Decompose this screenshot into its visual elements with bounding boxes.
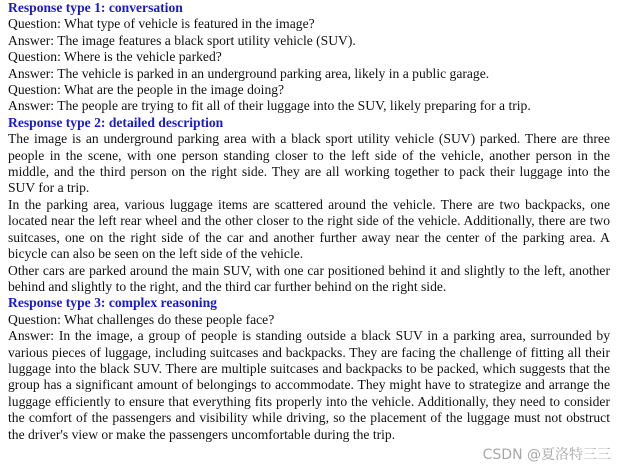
detailed-paragraph: Other cars are parked around the main SUV, with one car positioned behind it and slightly to the left, another behind and slightly to the right, and the third car further behind on the right side.: [8, 262, 610, 294]
section-conversation: [8, 0, 610, 115]
reasoning-question: Question: What challenges do these people face?: [8, 311, 275, 327]
conversation-line: Question: What are the people in the image doing?: [8, 82, 285, 98]
conversation-line: Answer: The people are trying to fit all of their luggage into the SUV, likely preparing for a trip.: [8, 98, 531, 114]
section-title-reasoning: Response type 3: complex reasoning: [8, 295, 217, 311]
section-title-conversation: Response type 1: conversation: [8, 0, 183, 15]
section-detailed-description: [8, 115, 610, 295]
reasoning-answer: Answer: In the image, a group of people is standing outside a black SUV in a parking area, surrounded by various pieces of luggage, including suitcases and backpacks. They are facing the challenge of fitting all their luggage into the black SUV. There are multiple suitcases and backpacks to be packed, which suggests that the group has a significant amount of belongings to accommodate. They might have to strategize and arrange the luggage efficiently to ensure that everything fits properly into the vehicle. Additionally, they need to consider the comfort of the passengers and visibility while driving, so the placement of the luggage must not obstruct the driver's view or make the passengers uncomfortable during the trip.: [8, 328, 610, 442]
document: [8, 0, 610, 443]
watermark: CSDN @夏洛特三三: [482, 447, 611, 463]
section-title-detailed: Response type 2: detailed description: [8, 114, 224, 130]
detailed-paragraph: The image is an underground parking area with a black sport utility vehicle (SUV) parked. There are three people in the scene, with one person standing closer to the left side of the vehicle, another person in the middle, and the third person on the right side. They are all working together to pack their luggage into the SUV for a trip.: [8, 131, 610, 196]
conversation-line: Answer: The image features a black sport utility vehicle (SUV).: [8, 32, 356, 48]
conversation-line: Answer: The vehicle is parked in an underground parking area, likely in a public garage.: [8, 65, 490, 81]
conversation-line: Question: Where is the vehicle parked?: [8, 49, 222, 65]
detailed-paragraph: In the parking area, various luggage items are scattered around the vehicle. There are two backpacks, one located near the left rear wheel and the other closer to the right side of the vehicle. Additionally, there are two suitcases, one on the right side of the car and another further away near the center of the parking area. A bicycle can also be seen on the left side of the vehicle.: [8, 196, 610, 262]
section-complex-reasoning: [8, 295, 610, 443]
conversation-line: Question: What type of vehicle is featured in the image?: [8, 16, 315, 32]
